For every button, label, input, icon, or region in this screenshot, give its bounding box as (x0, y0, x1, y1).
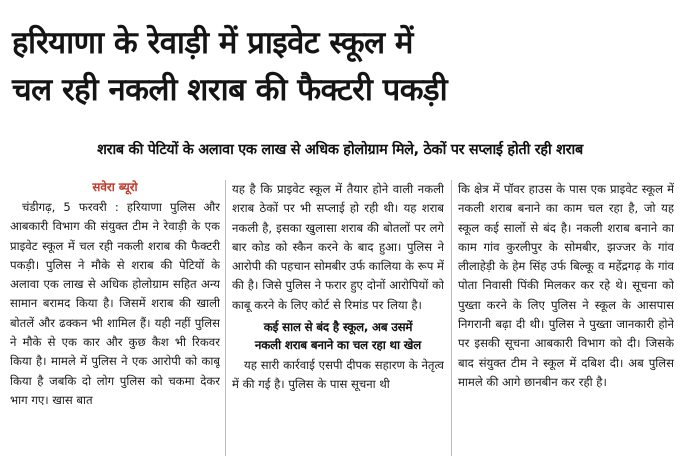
subheadline: शराब की पेटियों के अलावा एक लाख से अधिक होलोग्राम मिले, ठेकों पर सप्लाई होती रही शराब (97, 142, 583, 158)
crosshead (232, 318, 444, 354)
column-2 (232, 180, 444, 456)
byline: सवेरा ब्यूरो (92, 180, 138, 194)
column-3 (458, 180, 674, 456)
column-divider (451, 180, 452, 456)
headline (0, 0, 680, 114)
column-2-text-part-1: यह है कि प्राइवेट स्कूल में तैयार होने वाली नकली शराब ठेकों पर भी सप्लाई हो रही थी। यह शराब नकली है, इसका खुलासा शराब की बोतलों पर लगे बार कोड को स्कैन करने के बाद हुआ। पुलिस ने आरोपी की पहचान सोमबीर उर्फ कालिया के रूप में की है। जिसे पुलिस ने फरार हुए दोनों आरोपियों को काबू करने के लिए कोर्ट से रिमांड पर लिया है। (232, 182, 444, 312)
crosshead-line-1: कई साल से बंद है स्कूल, अब उसमें (263, 320, 413, 335)
article-body (10, 180, 674, 456)
headline-line-2: चल रही नकली शराब की फैक्टरी पकड़ी (12, 72, 448, 108)
column-divider (225, 180, 226, 456)
crosshead-line-2: नकली शराब बनाने का चल रहा था खेल (254, 338, 422, 353)
column-1-text: चंडीगढ़, 5 फरवरी : हरियाणा पुलिस और आबकारी विभाग की संयुक्त टीम ने रेवाड़ी के एक प्राइवेट स्कूल में चल रही नकली शराब की फैक्टरी पकड़ी। पुलिस ने मौके से शराब की पेटियों के अलावा एक लाख से अधिक होलोग्राम सहित अन्य सामान बरामद किया है। जिसमें शराब की खाली बोतलें और ढक्कन भी शामिल हैं। यही नहीं पुलिस ने मौके से एक कार और कुछ कैश भी रिकवर किया है। मामले में पुलिस ने एक आरोपी को काबू किया है जबकि दो लोग पुलिस को चकमा देकर भाग गए। खास बात (10, 200, 220, 407)
column-1 (10, 180, 220, 456)
headline-line-1: हरियाणा के रेवाड़ी में प्राइवेट स्कूल में (12, 25, 413, 61)
column-2-text-part-2: यह सारी कार्रवाई एसपी दीपक सहारण के नेतृत्व में की गई है। पुलिस के पास सूचना थी (232, 358, 444, 392)
column-3-text: कि क्षेत्र में पॉवर हाउस के पास एक प्राइवेट स्कूल में नकली शराब बनाने का काम चल रहा है, जो यह स्कूल कई सालों से बंद है। नकली शराब बनाने का काम गांव कुरलीपुर के सोमबीर, झज्जर के गांव लीलाहेड़ी के हेम सिंह उर्फ बिल्कू व महेंद्रगढ़ के गांव पोता निवासी पिंकी मिलकर कर रहे थे। सूचना को पुख्ता करने के लिए पुलिस ने स्कूल के आसपास निगरानी बढ़ा दी थी। पुलिस ने पुख्ता जानकारी होने पर इसकी सूचना आबकारी विभाग को दी। जिसके बाद संयुक्त टीम ने स्कूल में दबिश दी। अब पुलिस मामले की आगे छानबीन कर रही है। (458, 182, 674, 389)
